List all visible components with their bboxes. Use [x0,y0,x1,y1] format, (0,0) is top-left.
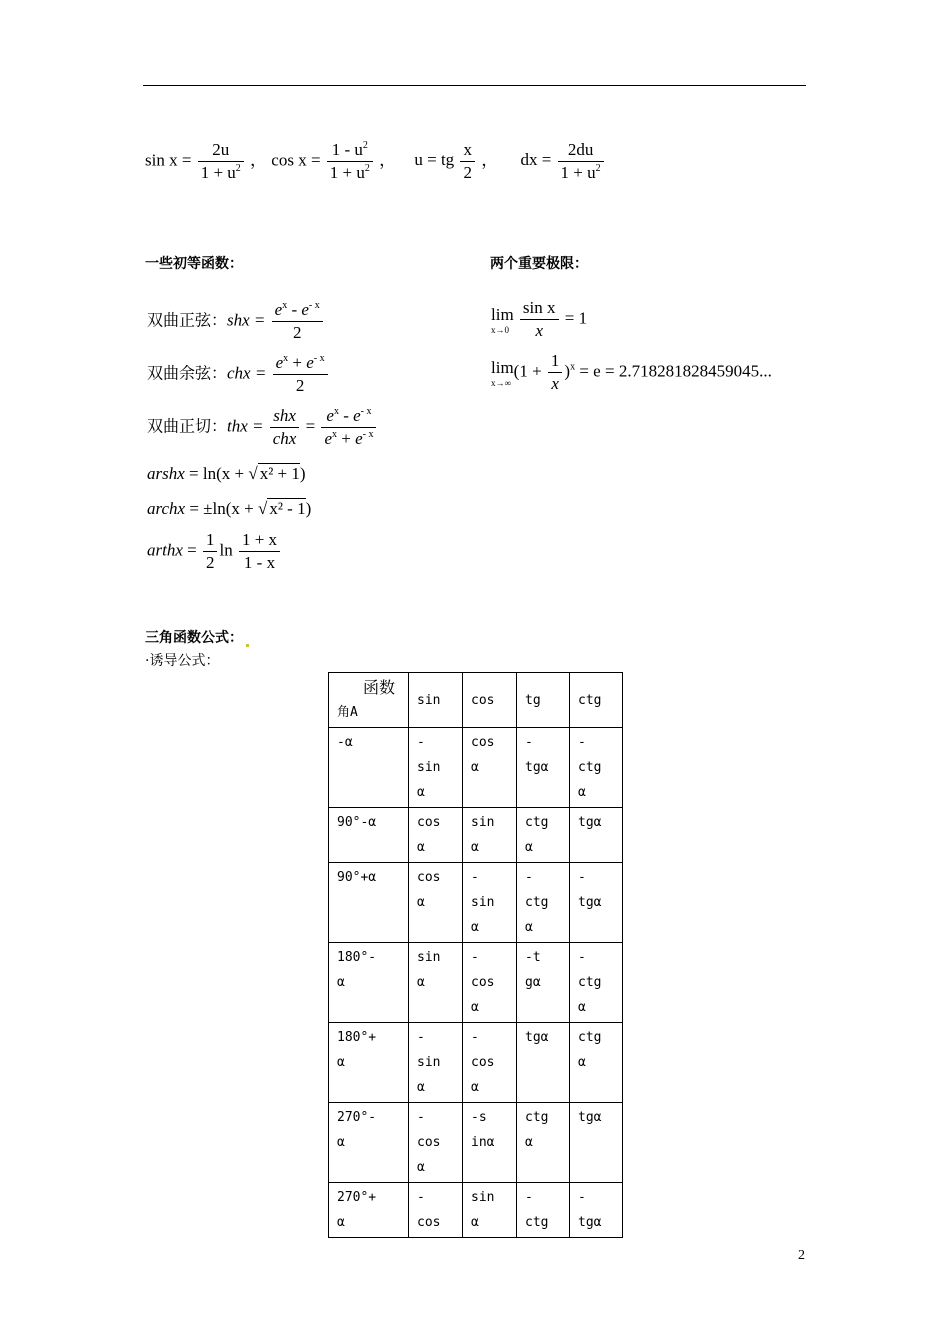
u-lhs: u = tg [414,150,455,170]
value-cell: tgα [570,1103,623,1183]
dx-lhs: dx = [520,150,552,170]
lim1-fraction: $\frac{\text{sin x}}{x}$ [520,298,559,341]
ch-numerator: $e^x + e^{- x}$ [273,353,328,375]
header-rule [143,85,806,86]
sin-fraction [198,140,244,183]
lim1-result: = 1 [564,308,588,328]
lim2-result: = e = 2.718281828459045... [579,361,772,381]
angle-cell: 90°-α [329,808,409,863]
angle-cell: -α [329,728,409,808]
header-sin: sin [409,673,463,728]
u-numerator: x [460,140,475,162]
hyperbolic-sine [147,300,325,343]
angle-cell: 180°- α [329,943,409,1023]
th2-denominator: $e^x + e^{- x}$ [324,429,374,448]
ch-name: chx = [227,363,267,383]
table-row [329,943,623,1023]
ch-fraction [273,353,328,396]
value-cell: - tgα [570,863,623,943]
dx-numerator: 2du [558,140,604,162]
value-cell: - cos [409,1183,463,1238]
limit-e: lim x→∞ (1 + $\frac{1}{x}$ )$^x$ = e = 2.718281828459045... [491,351,772,393]
value-cell: - cos α [409,1103,463,1183]
header-cos: cos [463,673,517,728]
sqrt-sign: √ [248,464,258,483]
value-cell: sin α [409,943,463,1023]
arch-name: archx [147,499,186,518]
u-denominator: 2 [463,163,472,182]
table-header-row [329,673,623,728]
table-row [329,728,623,808]
sin-lhs: sin x = [145,150,192,170]
lim-operator: lim x→∞ [491,357,514,388]
half-fraction: $\frac{1}{2}$ [203,530,218,573]
th-name: thx = [227,416,264,436]
table-row [329,1183,623,1238]
value-cell: - tgα [517,728,570,808]
value-cell: - ctg [517,1183,570,1238]
sin-denominator: $1 + u^2$ [200,163,241,182]
value-cell: - cos α [463,943,517,1023]
table-row [329,1023,623,1103]
arch-radicand: x² - 1 [269,499,306,518]
value-cell: tgα [517,1023,570,1103]
sh-label: 双曲正弦： [147,310,228,330]
value-cell: - ctg α [517,863,570,943]
th-numerator: shx [270,406,300,428]
value-cell: - ctg α [570,943,623,1023]
induction-formulas-subheading: ·诱导公式： [145,653,220,669]
sh-numerator: $e^x - e^{- x}$ [272,300,323,322]
th-fraction-2 [321,406,376,449]
induction-formula-table [328,672,623,1238]
table-row [329,863,623,943]
value-cell: cos α [463,728,517,808]
cos-fraction [327,140,373,183]
dx-denominator: $1 + u^2$ [560,163,601,182]
value-cell: -s inα [463,1103,517,1183]
table-body [329,728,623,1238]
sqrt-sign: √ [257,499,268,518]
separator: ， [481,150,499,170]
trig-formulas-heading: 三角函数公式： [145,627,249,647]
angle-cell: 270°+ α [329,1183,409,1238]
sh-name: shx = [227,310,266,330]
arth-name: arthx [147,540,183,560]
value-cell: - sin α [463,863,517,943]
important-limits-heading: 两个重要极限： [490,256,588,272]
corner-cell: 函数 角A [329,673,409,728]
ch-label: 双曲余弦： [147,363,228,383]
separator: ， [379,150,397,170]
th2-numerator: $e^x - e^{- x}$ [321,406,376,428]
value-cell: cos α [409,863,463,943]
elementary-functions-heading: 一些初等函数： [145,256,243,272]
marker-dot [246,644,249,647]
page-number: 2 [798,1248,805,1263]
separator: ， [250,150,268,170]
sin-numerator: 2u [198,140,244,162]
value-cell: - tgα [570,1183,623,1238]
value-cell: sin α [463,808,517,863]
lim-operator: lim x→0 [491,304,514,335]
value-cell: - cos α [463,1023,517,1103]
value-cell: - sin α [409,1023,463,1103]
value-cell: ctg α [517,1103,570,1183]
arsh-formula: arshx = ln(x + √ x² + 1) [147,464,306,483]
header-ctg: ctg [570,673,623,728]
sh-fraction [272,300,323,343]
arth-fraction: $\frac{1 + x}{1 - x}$ [239,530,280,573]
value-cell: ctg α [517,808,570,863]
header-tg: tg [517,673,570,728]
table-row [329,1103,623,1183]
angle-cell: 180°+ α [329,1023,409,1103]
sh-denominator: 2 [292,323,302,342]
dx-fraction [558,140,604,183]
arch-formula: archx = ±ln(x + √ x² - 1) [147,499,312,518]
th-label: 双曲正切： [147,416,228,436]
table-row [329,808,623,863]
arsh-name: arshx [147,464,185,483]
cos-denominator: $1 + u^2$ [329,163,370,182]
value-cell: tgα [570,808,623,863]
equals: = [305,416,316,436]
angle-cell: 90°+α [329,863,409,943]
ch-denominator: 2 [295,376,305,395]
value-cell: cos α [409,808,463,863]
th-fraction-1 [270,406,300,449]
hyperbolic-tangent [147,406,378,449]
value-cell: -t gα [517,943,570,1023]
arth-formula: arthx = $\frac{1}{2}$ ln $\frac{1 + x}{1 - x}$ [147,530,282,573]
cos-numerator: $1 - u^2$ [327,140,373,162]
substitution-formulas [145,140,606,183]
cos-lhs: cos x = [271,150,321,170]
th-denominator: chx [272,429,297,448]
u-fraction [460,140,475,183]
angle-cell: 270°- α [329,1103,409,1183]
hyperbolic-cosine [147,353,330,396]
limit-sinx-over-x [491,298,587,341]
lim2-fraction: $\frac{1}{x}$ [548,351,563,394]
value-cell: sin α [463,1183,517,1238]
value-cell: ctg α [570,1023,623,1103]
value-cell: - ctg α [570,728,623,808]
value-cell: - sin α [409,728,463,808]
arsh-radicand: x² + 1 [259,464,300,483]
